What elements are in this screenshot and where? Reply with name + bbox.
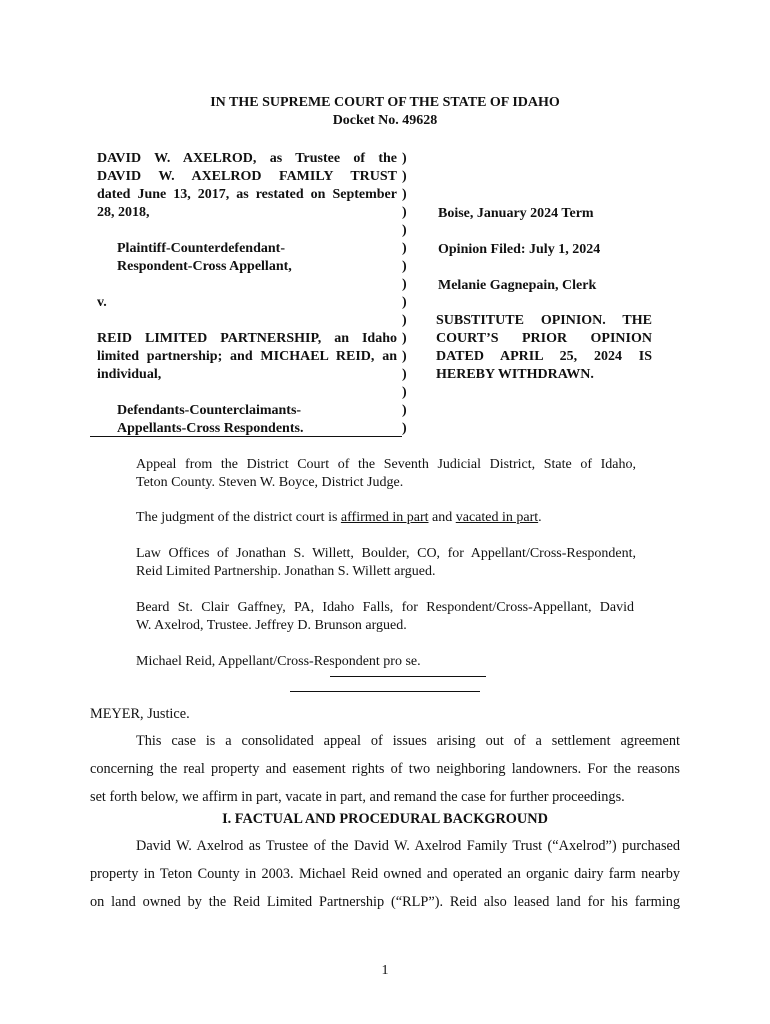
counsel-appellant [136, 545, 636, 581]
judgment-suffix: . [538, 510, 542, 525]
paren: ) [402, 187, 407, 202]
paren: ) [402, 223, 407, 238]
paren: ) [402, 205, 407, 220]
intro-paragraph [90, 727, 680, 811]
vacated-text: vacated in part [455, 510, 539, 525]
caption-line: DAVID W. AXELROD FAMILY TRUST [97, 169, 397, 184]
paren: ) [402, 313, 407, 328]
body-line: set forth below, we affirm in part, vacate in part, and remand the case for further proceedings. [90, 789, 625, 805]
note-line: HEREBY WITHDRAWN. [436, 367, 594, 382]
page-number: 1 [381, 963, 389, 978]
term-line: Boise, January 2024 Term [438, 206, 594, 221]
caption-line: limited partnership; and MICHAEL REID, an [97, 349, 397, 364]
author-line: MEYER, Justice. [90, 706, 190, 722]
caption-line: individual, [97, 367, 162, 382]
caption-line: DAVID W. AXELROD, as Trustee of the [97, 151, 397, 166]
summary-line: W. Axelrod, Trustee. Jeffrey D. Brunson argued. [136, 618, 407, 633]
clerk-line: Melanie Gagnepain, Clerk [438, 278, 597, 293]
separator-rule-short [330, 676, 486, 677]
summary-line: Beard St. Clair Gaffney, PA, Idaho Falls, for Respondent/Cross-Appellant, David [136, 600, 634, 615]
counsel-respondent [136, 599, 634, 635]
note-line: DATED APRIL 25, 2024 IS [436, 349, 652, 364]
body-line: David W. Axelrod as Trustee of the David W. Axelrod Family Trust (“Axelrod”) purchased [136, 838, 680, 854]
paren: ) [402, 169, 407, 184]
caption-line: 28, 2018, [97, 205, 150, 220]
judgment-line [136, 509, 542, 526]
caption-underline [90, 436, 402, 437]
separator-rule-long [290, 691, 480, 692]
note-line: COURT’S PRIOR OPINION [436, 331, 652, 346]
paren: ) [402, 421, 407, 436]
note-line: SUBSTITUTE OPINION. THE [436, 313, 652, 328]
body-line: concerning the real property and easement rights of two neighboring landowners. For the reasons [90, 761, 680, 777]
substitute-opinion-note [436, 312, 652, 384]
caption-line: REID LIMITED PARTNERSHIP, an Idaho [97, 331, 397, 346]
summary-line: Appeal from the District Court of the Seventh Judicial District, State of Idaho, [136, 457, 636, 472]
paren: ) [402, 331, 407, 346]
caption-paren-column [402, 150, 414, 438]
docket-number: Docket No. 49628 [332, 113, 438, 128]
paren: ) [402, 241, 407, 256]
summary-line: Reid Limited Partnership. Jonathan S. Willett argued. [136, 564, 436, 579]
caption-defendant [97, 330, 397, 384]
body-line: on land owned by the Reid Limited Partnership (“RLP”). Reid also leased land for his farming [90, 894, 680, 910]
paren: ) [402, 277, 407, 292]
judgment-and: and [428, 510, 456, 525]
affirmed-text: affirmed in part [340, 510, 429, 525]
paren: ) [402, 295, 407, 310]
paren: ) [402, 367, 407, 382]
caption-line: Appellants-Cross Respondents. [117, 421, 304, 436]
caption-line: Defendants-Counterclaimants- [117, 403, 302, 418]
judgment-prefix: The judgment of the district court is [136, 510, 341, 525]
body-line: This case is a consolidated appeal of issues arising out of a settlement agreement [136, 733, 680, 749]
paren: ) [402, 151, 407, 166]
summary-line: Teton County. Steven W. Boyce, District Judge. [136, 475, 404, 490]
caption-line: Respondent-Cross Appellant, [117, 259, 292, 274]
paren: ) [402, 403, 407, 418]
paren: ) [402, 385, 407, 400]
caption-plaintiff [97, 150, 397, 222]
opinion-filed-line: Opinion Filed: July 1, 2024 [438, 242, 601, 257]
paren: ) [402, 259, 407, 274]
court-title: IN THE SUPREME COURT OF THE STATE OF IDAHO [210, 95, 560, 110]
caption-versus: v. [97, 295, 107, 310]
caption-plaintiff-role [117, 240, 292, 276]
section-heading: I. FACTUAL AND PROCEDURAL BACKGROUND [222, 811, 548, 827]
body-line: property in Teton County in 2003. Michael Reid owned and operated an organic dairy farm nearby [90, 866, 680, 882]
counsel-pro-se: Michael Reid, Appellant/Cross-Respondent pro se. [136, 654, 421, 669]
paren: ) [402, 349, 407, 364]
caption-line: dated June 13, 2017, as restated on September [97, 187, 397, 202]
caption-defendant-role [117, 402, 303, 438]
background-paragraph [90, 832, 680, 916]
summary-line: Law Offices of Jonathan S. Willett, Boulder, CO, for Appellant/Cross-Respondent, [136, 546, 636, 561]
caption-line: Plaintiff-Counterdefendant- [117, 241, 285, 256]
appeal-paragraph [136, 456, 636, 492]
